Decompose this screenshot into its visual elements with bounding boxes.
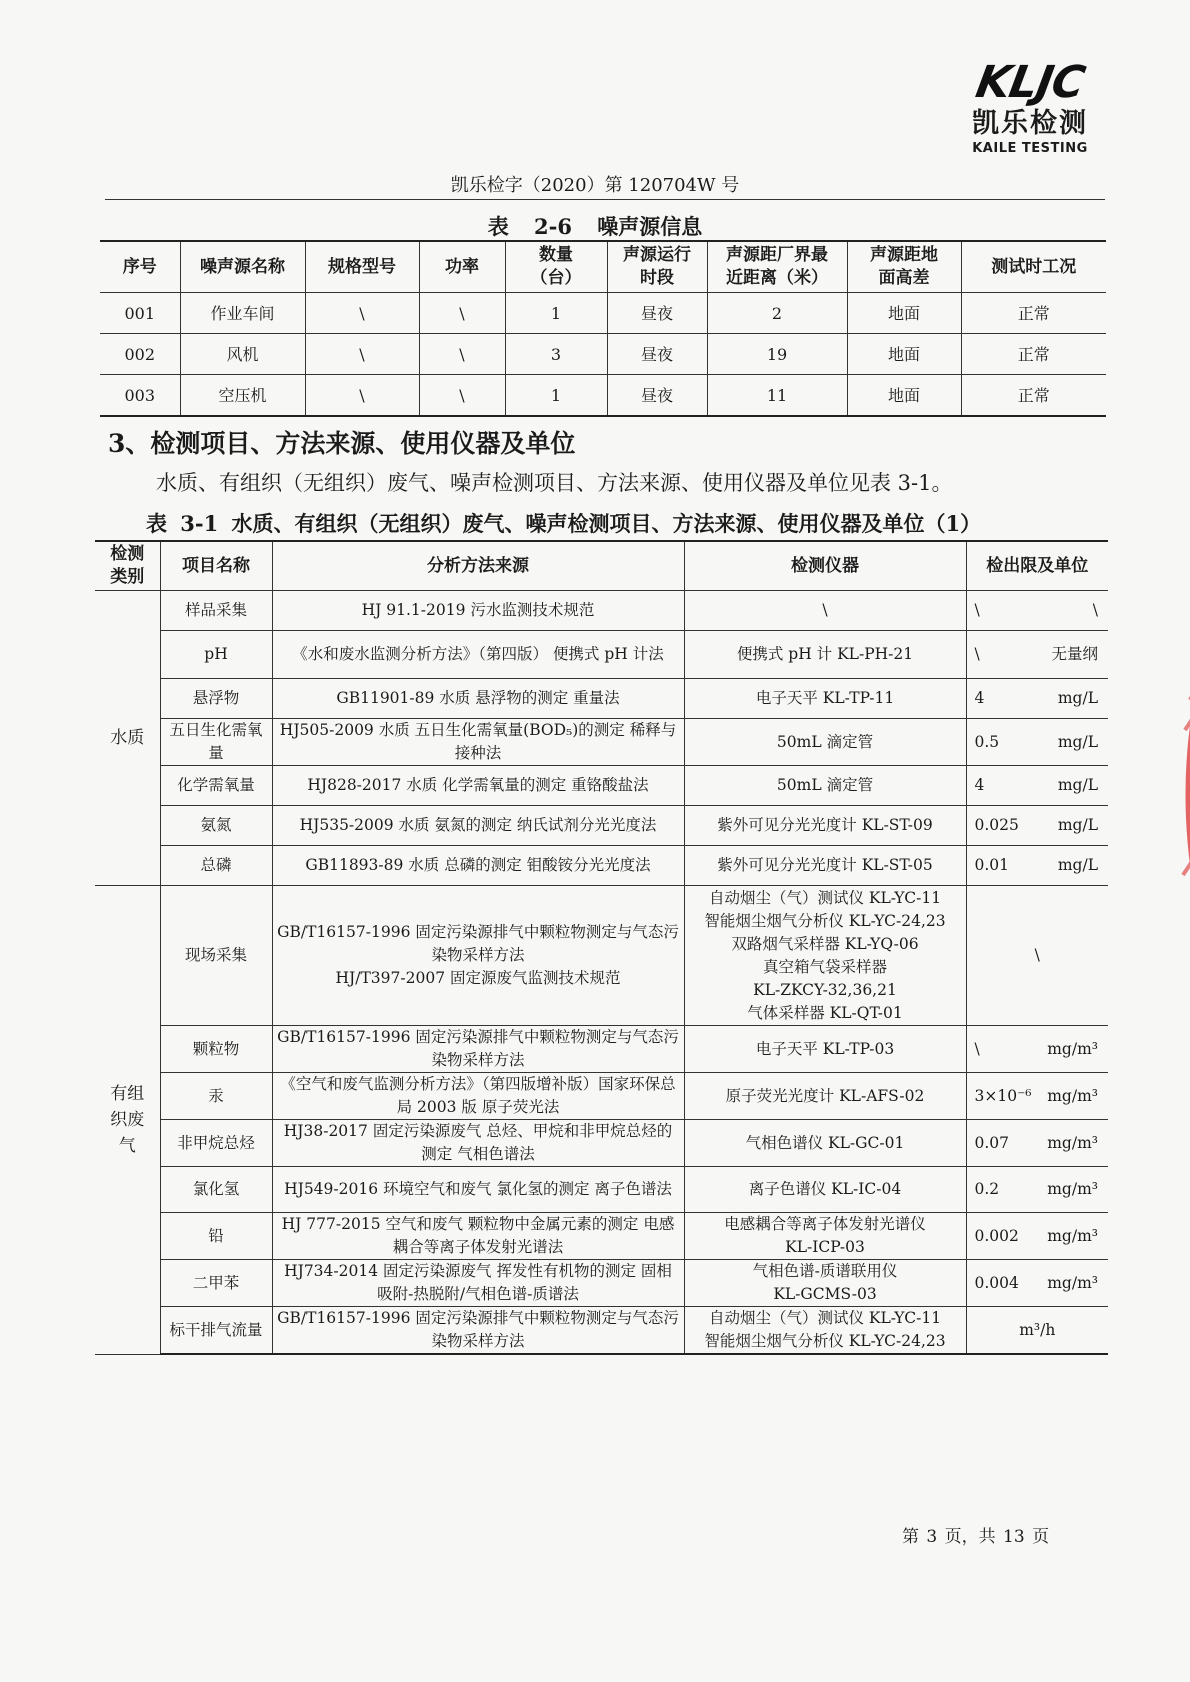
- item-name-cell: 样品采集: [160, 591, 272, 631]
- detection-limit-value: 0.01: [974, 856, 1010, 874]
- noise-table-cell: 昼夜: [607, 293, 707, 334]
- detection-limit-unit: mg/L: [1057, 856, 1098, 874]
- noise-table-cell: 正常: [961, 334, 1106, 375]
- instrument-cell: 原子荧光光度计 KL-AFS-02: [684, 1073, 966, 1120]
- detection-limit-unit: 无量纲: [1051, 645, 1098, 663]
- noise-table-cell: \: [419, 375, 505, 417]
- table-3-1-caption: 表 3-1 水质、有组织（无组织）废气、噪声检测项目、方法来源、使用仪器及单位（1）: [146, 511, 982, 536]
- noise-header-cell: 声源距厂界最 近距离（米）: [707, 241, 847, 293]
- noise-table-cell: 正常: [961, 375, 1106, 417]
- table-2-6-caption: 表 2-6 噪声源信息: [487, 214, 703, 239]
- page-number: 第 3 页，共 13 页: [902, 1527, 1050, 1547]
- instrument-cell: 气相色谱仪 KL-GC-01: [684, 1120, 966, 1167]
- methods-table-row: [95, 591, 1108, 631]
- methods-table-row: [95, 631, 1108, 679]
- methods-table-row: [95, 846, 1108, 886]
- noise-table-header-row: [100, 241, 1106, 293]
- report-number: 凯乐检字（2020）第 120704W 号: [450, 175, 740, 196]
- detection-category: [95, 886, 160, 1355]
- noise-header-cell: 测试时工况: [961, 241, 1106, 293]
- noise-table-row: [100, 293, 1106, 334]
- methods-table-row: [95, 766, 1108, 806]
- detection-limit-value: 3×10⁻⁶: [974, 1086, 1032, 1105]
- detection-limit-value: 0.025: [974, 816, 1019, 834]
- item-name-cell: 二甲苯: [160, 1260, 272, 1307]
- noise-table-cell: 昼夜: [607, 375, 707, 417]
- detection-limit-unit: mg/m³: [1047, 1086, 1098, 1105]
- instrument-cell: 便携式 pH 计 KL-PH-21: [684, 631, 966, 679]
- item-name-cell: 标干排气流量: [160, 1307, 272, 1355]
- detection-limit-cell: [966, 1026, 1108, 1073]
- methods-table-row: [95, 1260, 1108, 1307]
- item-name-cell: 颗粒物: [160, 1026, 272, 1073]
- detection-limit-unit: mg/m³: [1047, 1273, 1098, 1292]
- methods-table-row: [95, 1073, 1108, 1120]
- logo-english-name: KAILE TESTING: [972, 141, 1088, 156]
- detection-limit-unit: mg/L: [1057, 816, 1098, 834]
- header-divider: [105, 199, 1105, 200]
- item-name-cell: 化学需氧量: [160, 766, 272, 806]
- noise-table-cell: 19: [707, 334, 847, 375]
- instrument-cell: 50mL 滴定管: [684, 719, 966, 766]
- company-logo: [955, 58, 1105, 170]
- noise-header-cell: 声源运行 时段: [607, 241, 707, 293]
- methods-table-row: [95, 1307, 1108, 1355]
- instrument-cell: 电感耦合等离子体发射光谱仪 KL-ICP-03: [684, 1213, 966, 1260]
- detection-limit-unit: mg/m³: [1047, 1180, 1098, 1198]
- detection-category-label: 水质: [110, 728, 145, 748]
- methods-table-row: [95, 679, 1108, 719]
- detection-category: [95, 591, 160, 886]
- detection-limit-cell: [966, 806, 1108, 846]
- item-name-cell: 非甲烷总烃: [160, 1120, 272, 1167]
- methods-table-row: [95, 719, 1108, 766]
- instrument-cell: 电子天平 KL-TP-03: [684, 1026, 966, 1073]
- logo-chinese-name: 凯乐检测: [972, 108, 1088, 139]
- detection-limit-cell: [966, 631, 1108, 679]
- methods-table-row: [95, 1120, 1108, 1167]
- instrument-cell: 紫外可见分光光度计 KL-ST-09: [684, 806, 966, 846]
- methods-table-row: [95, 886, 1108, 1026]
- detection-limit-cell: [966, 1213, 1108, 1260]
- noise-table-cell: \: [419, 293, 505, 334]
- noise-table-cell: 地面: [847, 334, 961, 375]
- detection-limit-value: 0.5: [974, 732, 1000, 751]
- detection-limit-cell: [966, 1167, 1108, 1213]
- noise-header-cell: 声源距地 面高差: [847, 241, 961, 293]
- item-name-cell: 五日生化需氧量: [160, 719, 272, 766]
- detection-limit-value: 0.004: [974, 1273, 1019, 1292]
- noise-header-cell: 数量 （台）: [505, 241, 607, 293]
- item-name-cell: pH: [160, 631, 272, 679]
- noise-header-cell: 规格型号: [305, 241, 419, 293]
- noise-table-cell: 地面: [847, 375, 961, 417]
- method-source-cell: HJ734-2014 固定污染源废气 挥发性有机物的测定 固相吸附-热脱附/气相色谱-质谱法: [272, 1260, 684, 1307]
- section-3-intro: 水质、有组织（无组织）废气、噪声检测项目、方法来源、使用仪器及单位见表 3-1。: [156, 471, 953, 495]
- detection-limit-value: 0.002: [974, 1226, 1019, 1245]
- detection-limit-value: m³/h: [1019, 1320, 1056, 1339]
- noise-header-cell: 噪声源名称: [180, 241, 305, 293]
- detection-limit-value: \: [974, 645, 980, 663]
- method-source-cell: HJ505-2009 水质 五日生化需氧量(BOD₅)的测定 稀释与接种法: [272, 719, 684, 766]
- detection-limit-unit: \: [1092, 601, 1098, 619]
- detection-limit-value: 4: [974, 689, 985, 707]
- detection-limit-unit: mg/L: [1057, 732, 1098, 751]
- method-source-cell: HJ828-2017 水质 化学需氧量的测定 重铬酸盐法: [272, 766, 684, 806]
- methods-header-item: 项目名称: [160, 541, 272, 591]
- noise-header-cell: 序号: [100, 241, 180, 293]
- testing-methods-table: [95, 540, 1108, 1355]
- item-name-cell: 氨氮: [160, 806, 272, 846]
- detection-limit-value: 0.2: [974, 1180, 1000, 1198]
- detection-limit-value: \: [1034, 946, 1040, 964]
- detection-limit-cell: [966, 1260, 1108, 1307]
- method-source-cell: GB/T16157-1996 固定污染源排气中颗粒物测定与气态污染物采样方法 HJ/T397-2007 固定源废气监测技术规范: [272, 886, 684, 1026]
- detection-limit-cell: [966, 886, 1108, 1026]
- detection-limit-cell: [966, 846, 1108, 886]
- detection-limit-unit: mg/L: [1057, 776, 1098, 794]
- method-source-cell: HJ549-2016 环境空气和废气 氯化氢的测定 离子色谱法: [272, 1167, 684, 1213]
- noise-table-cell: \: [305, 334, 419, 375]
- item-name-cell: 现场采集: [160, 886, 272, 1026]
- detection-limit-cell: [966, 719, 1108, 766]
- item-name-cell: 汞: [160, 1073, 272, 1120]
- instrument-cell: \: [684, 591, 966, 631]
- section-3-heading: 3、检测项目、方法来源、使用仪器及单位: [108, 429, 576, 458]
- noise-table-cell: 地面: [847, 293, 961, 334]
- noise-header-cell: 功率: [419, 241, 505, 293]
- methods-header-limit: 检出限及单位: [966, 541, 1108, 591]
- detection-limit-unit: mg/m³: [1047, 1133, 1098, 1152]
- methods-table-row: [95, 1167, 1108, 1213]
- noise-table-cell: 1: [505, 293, 607, 334]
- instrument-cell: 紫外可见分光光度计 KL-ST-05: [684, 846, 966, 886]
- methods-header-method: 分析方法来源: [272, 541, 684, 591]
- detection-limit-cell: [966, 591, 1108, 631]
- method-source-cell: GB11893-89 水质 总磷的测定 钼酸铵分光光度法: [272, 846, 684, 886]
- methods-table-row: [95, 1213, 1108, 1260]
- method-source-cell: HJ 91.1-2019 污水监测技术规范: [272, 591, 684, 631]
- logo-mark: KLJC: [972, 57, 1088, 108]
- methods-table-row: [95, 1026, 1108, 1073]
- method-source-cell: HJ 777-2015 空气和废气 颗粒物中金属元素的测定 电感耦合等离子体发射光谱法: [272, 1213, 684, 1260]
- noise-table-cell: 正常: [961, 293, 1106, 334]
- noise-table-row: [100, 334, 1106, 375]
- detection-limit-unit: mg/m³: [1047, 1226, 1098, 1245]
- detection-limit-cell: [966, 1307, 1108, 1355]
- detection-limit-cell: [966, 766, 1108, 806]
- noise-table-row: [100, 375, 1106, 417]
- item-name-cell: 总磷: [160, 846, 272, 886]
- instrument-cell: 离子色谱仪 KL-IC-04: [684, 1167, 966, 1213]
- detection-category-label: 有组织废气: [110, 1083, 145, 1156]
- noise-table-cell: 作业车间: [180, 293, 305, 334]
- instrument-cell: 自动烟尘（气）测试仪 KL-YC-11 智能烟尘烟气分析仪 KL-YC-24,23 双路烟气采样器 KL-YQ-06 真空箱气袋采样器 KL-ZKCY-32,36,21 气体采样器 KL-QT-01: [684, 886, 966, 1026]
- detection-limit-cell: [966, 1120, 1108, 1167]
- red-seal-stamp: [1165, 660, 1190, 930]
- noise-table-cell: 1: [505, 375, 607, 417]
- methods-table-header-row: [95, 541, 1108, 591]
- instrument-cell: 50mL 滴定管: [684, 766, 966, 806]
- item-name-cell: 铅: [160, 1213, 272, 1260]
- detection-limit-unit: mg/L: [1057, 689, 1098, 707]
- method-source-cell: GB/T16157-1996 固定污染源排气中颗粒物测定与气态污染物采样方法: [272, 1307, 684, 1355]
- method-source-cell: GB11901-89 水质 悬浮物的测定 重量法: [272, 679, 684, 719]
- noise-table-cell: \: [305, 293, 419, 334]
- method-source-cell: GB/T16157-1996 固定污染源排气中颗粒物测定与气态污染物采样方法: [272, 1026, 684, 1073]
- method-source-cell: HJ38-2017 固定污染源废气 总烃、甲烷和非甲烷总烃的测定 气相色谱法: [272, 1120, 684, 1167]
- detection-limit-cell: [966, 1073, 1108, 1120]
- noise-table-cell: \: [305, 375, 419, 417]
- method-source-cell: 《空气和废气监测分析方法》（第四版增补版）国家环保总局 2003 版 原子荧光法: [272, 1073, 684, 1120]
- noise-table-cell: 001: [100, 293, 180, 334]
- instrument-cell: 气相色谱-质谱联用仪 KL-GCMS-03: [684, 1260, 966, 1307]
- methods-header-instrument: 检测仪器: [684, 541, 966, 591]
- detection-limit-value: \: [974, 1039, 980, 1058]
- noise-table-cell: 003: [100, 375, 180, 417]
- detection-limit-value: 0.07: [974, 1133, 1010, 1152]
- noise-table-cell: 风机: [180, 334, 305, 375]
- noise-table-cell: 002: [100, 334, 180, 375]
- noise-table-cell: \: [419, 334, 505, 375]
- noise-table-cell: 11: [707, 375, 847, 417]
- detection-limit-cell: [966, 679, 1108, 719]
- detection-limit-unit: mg/m³: [1047, 1039, 1098, 1058]
- noise-source-table: [100, 240, 1106, 417]
- instrument-cell: 电子天平 KL-TP-11: [684, 679, 966, 719]
- method-source-cell: HJ535-2009 水质 氨氮的测定 纳氏试剂分光光度法: [272, 806, 684, 846]
- detection-limit-value: \: [974, 601, 980, 619]
- noise-table-cell: 2: [707, 293, 847, 334]
- item-name-cell: 悬浮物: [160, 679, 272, 719]
- instrument-cell: 自动烟尘（气）测试仪 KL-YC-11 智能烟尘烟气分析仪 KL-YC-24,23: [684, 1307, 966, 1355]
- detection-limit-value: 4: [974, 776, 985, 794]
- noise-table-cell: 空压机: [180, 375, 305, 417]
- methods-table-row: [95, 806, 1108, 846]
- item-name-cell: 氯化氢: [160, 1167, 272, 1213]
- methods-header-category: 检测 类别: [95, 541, 160, 591]
- noise-table-cell: 昼夜: [607, 334, 707, 375]
- noise-table-cell: 3: [505, 334, 607, 375]
- method-source-cell: 《水和废水监测分析方法》（第四版） 便携式 pH 计法: [272, 631, 684, 679]
